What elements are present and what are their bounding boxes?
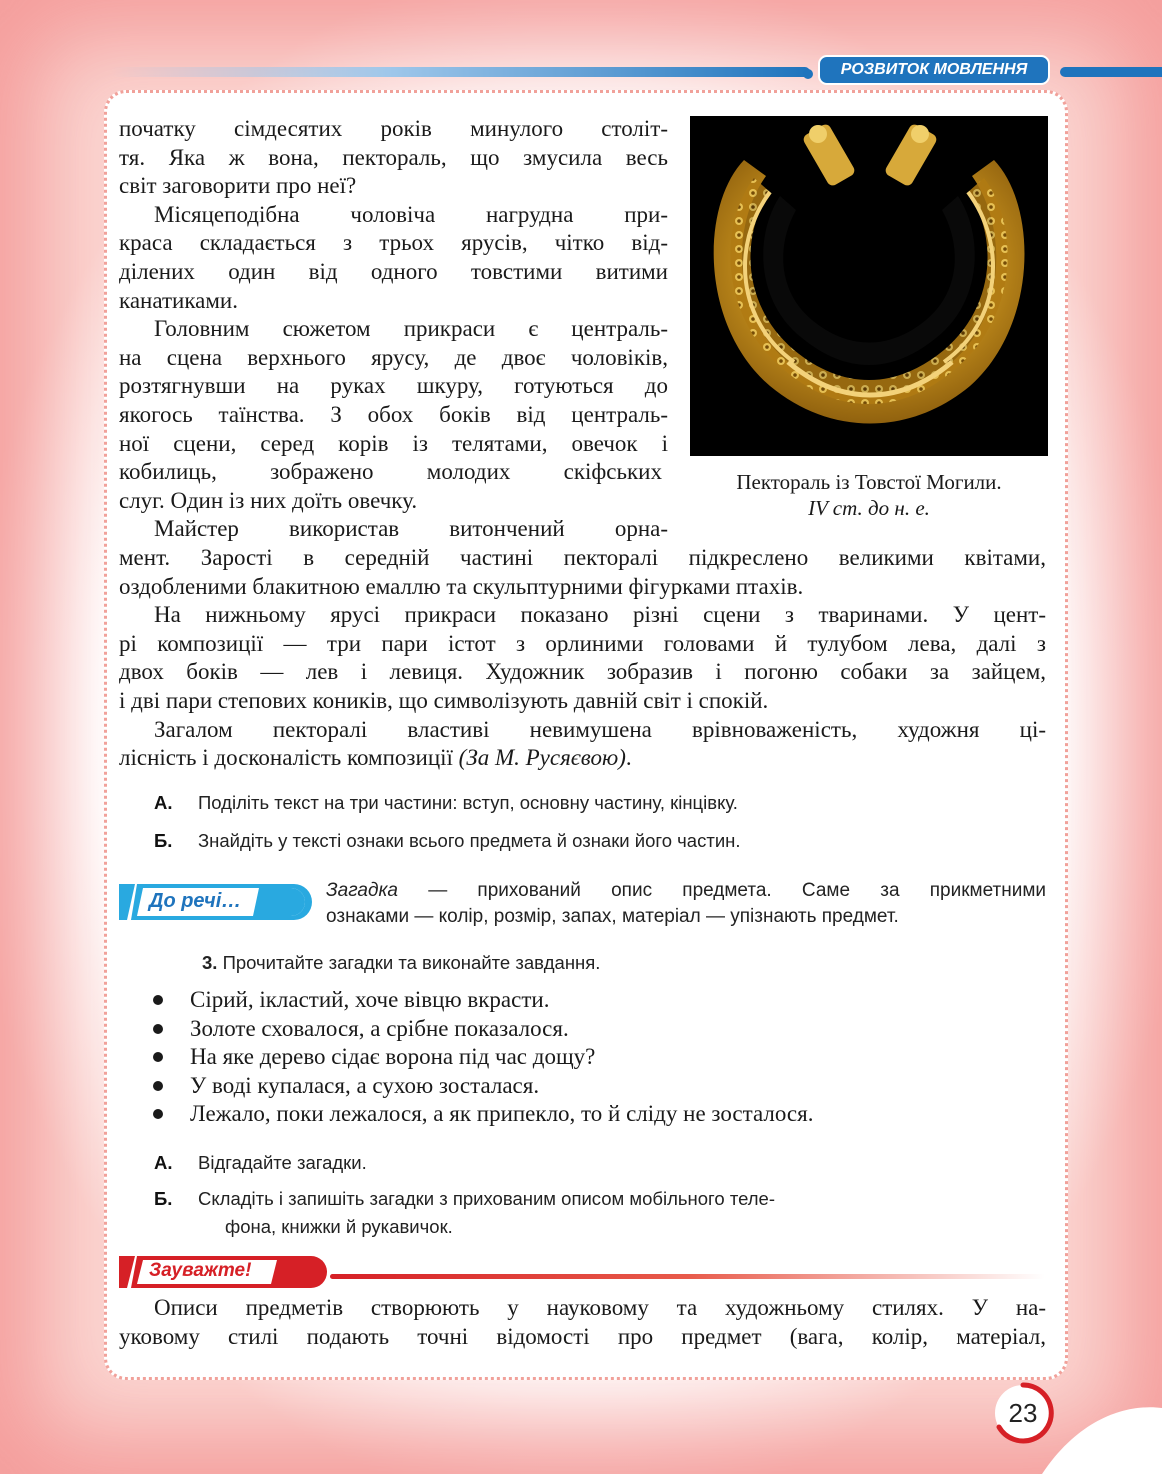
riddle: У воді купалася, а сухою зосталася.: [190, 1072, 540, 1098]
task-text: Складіть і запишіть загадки з прихованим описом мобільного теле-: [198, 1188, 776, 1209]
exercise-number: 3.: [202, 952, 218, 973]
text-line: канатиками.: [119, 287, 238, 313]
text-line: на сцена верхнього ярусу, де двоє чоловіків,: [119, 344, 668, 370]
pectoral-illustration: [690, 116, 1048, 456]
text-line: оздобленими блакитною емаллю та скульптурними фігурками птахів.: [119, 573, 804, 599]
task-letter: А.: [154, 1152, 173, 1173]
text-line: слуг. Один із них доїть овечку.: [119, 487, 418, 513]
page-number: 23: [1008, 1398, 1038, 1428]
text-line: тя. Яка ж вона, пектораль, що змусила весь: [119, 144, 668, 170]
text-line: Загалом пекторалі властиві невимушена врівноваженість, художня ці-: [154, 716, 1046, 742]
note-badge: [119, 1256, 329, 1288]
text-line: мент. Зарості в середній частині пекторалі підкреслено великими квітами,: [119, 545, 1046, 570]
exercise-text: Прочитайте загадки та виконайте завдання.: [217, 952, 601, 973]
task-text-continued: фона, книжки й рукавичок.: [225, 1216, 453, 1237]
bullet-icon: [153, 1081, 163, 1091]
note-line: уковому стилі подають точні відомості про предмет (вага, колір, матеріал,: [119, 1323, 1046, 1349]
text-line: рі композиції — три пари істот з орлиними головами й тулубом лева, далі з: [119, 630, 1046, 656]
text-line: ділених один від одного товстими витими: [119, 259, 668, 284]
text-line: якогось таїнства. З обох боків від централь-: [119, 402, 668, 427]
task-letter: А.: [154, 792, 173, 813]
task-letter: Б.: [154, 830, 173, 851]
note-line: Описи предметів створюють у науковому та художньому стилях. У на-: [154, 1295, 1046, 1320]
bullet-icon: [153, 995, 163, 1005]
text-line: і дві пари степових коників, що символізують давній світ і спокій.: [119, 688, 769, 713]
citation: (За М. Русяєвою): [458, 745, 626, 771]
text-line: лісність і досконалість композиції: [119, 745, 459, 771]
photo-caption-date: IV ст. до н. е.: [808, 496, 930, 520]
text-line: Головним сюжетом прикраси є централь-: [154, 316, 668, 342]
riddle: Золоте сховалося, а срібне показалося.: [190, 1015, 569, 1041]
text-line: розтягнувши на руках шкуру, готуються до: [119, 373, 668, 399]
header-stripe-right: [1060, 67, 1162, 77]
by-the-way-text: [326, 878, 1046, 930]
bullet-icon: [153, 1024, 163, 1034]
photo-caption: Пектораль із Товстої Могили.: [736, 470, 1002, 494]
task-text: Знайдіть у тексті ознаки всього предмета й ознаки його частин.: [198, 830, 741, 851]
by-the-way-badge: [119, 884, 312, 920]
riddle: На яке дерево сідає ворона під час дощу?: [190, 1044, 596, 1070]
pectoral-photo: [690, 116, 1048, 456]
text-line: початку сімдесятих років минулого століт-: [119, 116, 668, 141]
term: Загадка: [326, 880, 398, 901]
text-line-last: [119, 744, 632, 773]
header-stripe: [110, 67, 810, 77]
text-line: Майстер використав витончений орна-: [154, 516, 668, 542]
task-text: Відгадайте загадки.: [198, 1152, 367, 1173]
definition-line2: ознаками — колір, розмір, запах, матеріал — упізнають предмет.: [326, 906, 899, 927]
text-line: краса складається з трьох ярусів, чітко від-: [119, 230, 668, 256]
text-line: двох боків — лев і левиця. Художник зобразив і погоню собаки за зайцем,: [119, 659, 1046, 685]
riddle: Лежало, поки лежалося, а як припекло, то й сліду не зосталося.: [190, 1101, 814, 1127]
text-line: світ заговорити про неї?: [119, 173, 357, 199]
note-label: Зауважте!: [149, 1260, 252, 1281]
task-letter: Б.: [154, 1188, 173, 1209]
section-title: РОЗВИТОК МОВЛЕННЯ: [818, 55, 1050, 85]
text-line: Місяцеподібна чоловіча нагрудна при-: [154, 201, 668, 227]
citation-end: .: [625, 745, 632, 771]
note-divider: [330, 1274, 1045, 1279]
task-text: Поділіть текст на три частини: вступ, основну частину, кінцівку.: [198, 792, 738, 813]
text-line: На нижньому ярусі прикраси показано різні сцени з тваринами. У цент-: [154, 602, 1046, 628]
text-line: кобилиць, зображено молодих скіфських: [119, 459, 662, 485]
text-line: ної сцени, серед корів із телятами, овечок і: [119, 430, 668, 456]
by-the-way-label: До речі…: [149, 890, 242, 912]
definition: — прихований опис предмета. Саме за прикметними: [398, 880, 1046, 901]
riddle: Сірий, ікластий, хоче вівцю вкрасти.: [190, 987, 550, 1012]
exercise-heading: [202, 952, 600, 974]
header-dot: [803, 69, 813, 79]
